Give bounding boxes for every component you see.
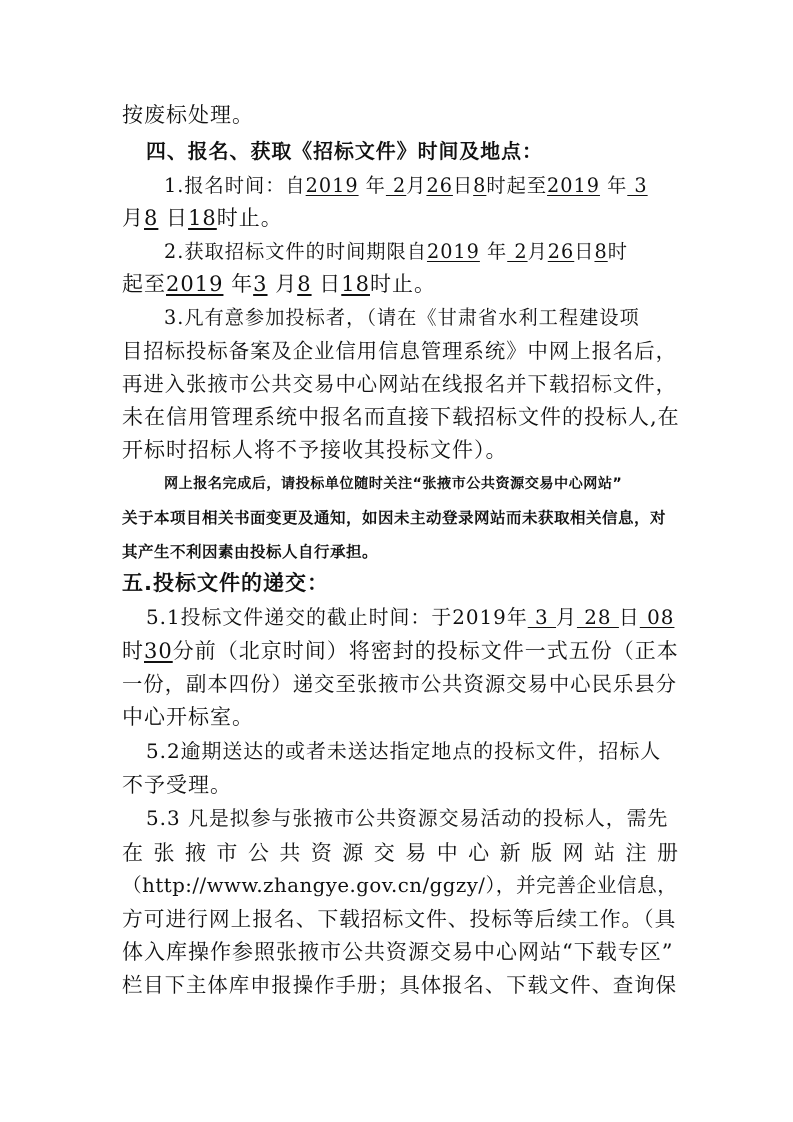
paragraph-line: 在张掖市公共资源交易中心新版网站注册 (122, 841, 682, 865)
paragraph-line: 开标时招标人将不予接收其投标文件）。 (122, 438, 508, 462)
paragraph-line: 体入库操作参照张掖市公共资源交易中心网站“下载专区” (122, 940, 674, 964)
paragraph-line: 栏目下主体库申报操作手册；具体报名、下载文件、查询保 (122, 973, 677, 997)
section-heading-5: 五.投标文件的递交： (122, 571, 329, 595)
paragraph-line: 不予受理。 (122, 773, 232, 797)
paragraph-line: 5.3 凡是拟参与张掖市公共资源交易活动的投标人，需先 (146, 807, 669, 830)
notice-line: 关于本项目相关书面变更及通知，如因未主动登录网站而未获取相关信息，对 (122, 509, 667, 527)
paragraph-line: 未在信用管理系统中报名而直接下载招标文件的投标人,在 (122, 405, 680, 429)
notice-line: 网上报名完成后，请投标单位随时关注“张掖市公共资源交易中心网站” (164, 476, 623, 492)
paragraph-line: 3.凡有意参加投标者，（请在《甘肃省水利工程建设项 (164, 306, 640, 329)
deadline-line-2: 时30分前（北京时间）将密封的投标文件一式五份（正本 (122, 639, 679, 663)
paragraph-line: 再进入张掖市公共交易中心网站在线报名并下载招标文件， (122, 372, 677, 396)
notice-line: 其产生不利因素由投标人自行承担。 (122, 543, 379, 561)
paragraph-line: 按废标处理。 (122, 103, 254, 127)
registration-time-line-1: 1.报名时间：自2019 年 2月26日8时起至2019 年 3 (164, 174, 648, 197)
paragraph-line: 方可进行网上报名、下载招标文件、投标等后续工作。（具 (122, 907, 677, 931)
paragraph-line: 目招标投标备案及企业信用信息管理系统》中网上报名后， (122, 339, 677, 363)
registration-url-line: （http://www.zhangye.gov.cn/ggzy/），并完善企业信息， (122, 874, 678, 897)
section-heading-4: 四、报名、获取《招标文件》时间及地点： (146, 140, 543, 163)
paragraph-line: 5.2逾期送达的或者未送达指定地点的投标文件，招标人 (146, 740, 662, 763)
deadline-line-1: 5.1投标文件递交的截止时间：于2019年 3 月 28 日 08 (146, 606, 675, 629)
registration-time-line-2: 月8 日18时止。 (122, 206, 283, 230)
paragraph-line: 中心开标室。 (122, 705, 254, 729)
paragraph-line: 一份，副本四份）递交至张掖市公共资源交易中心民乐县分 (122, 672, 677, 696)
document-period-line-2: 起至2019 年3 月8 日18时止。 (122, 272, 436, 296)
document-period-line-1: 2.获取招标文件的时间期限自2019 年 2月26日8时 (164, 240, 628, 263)
